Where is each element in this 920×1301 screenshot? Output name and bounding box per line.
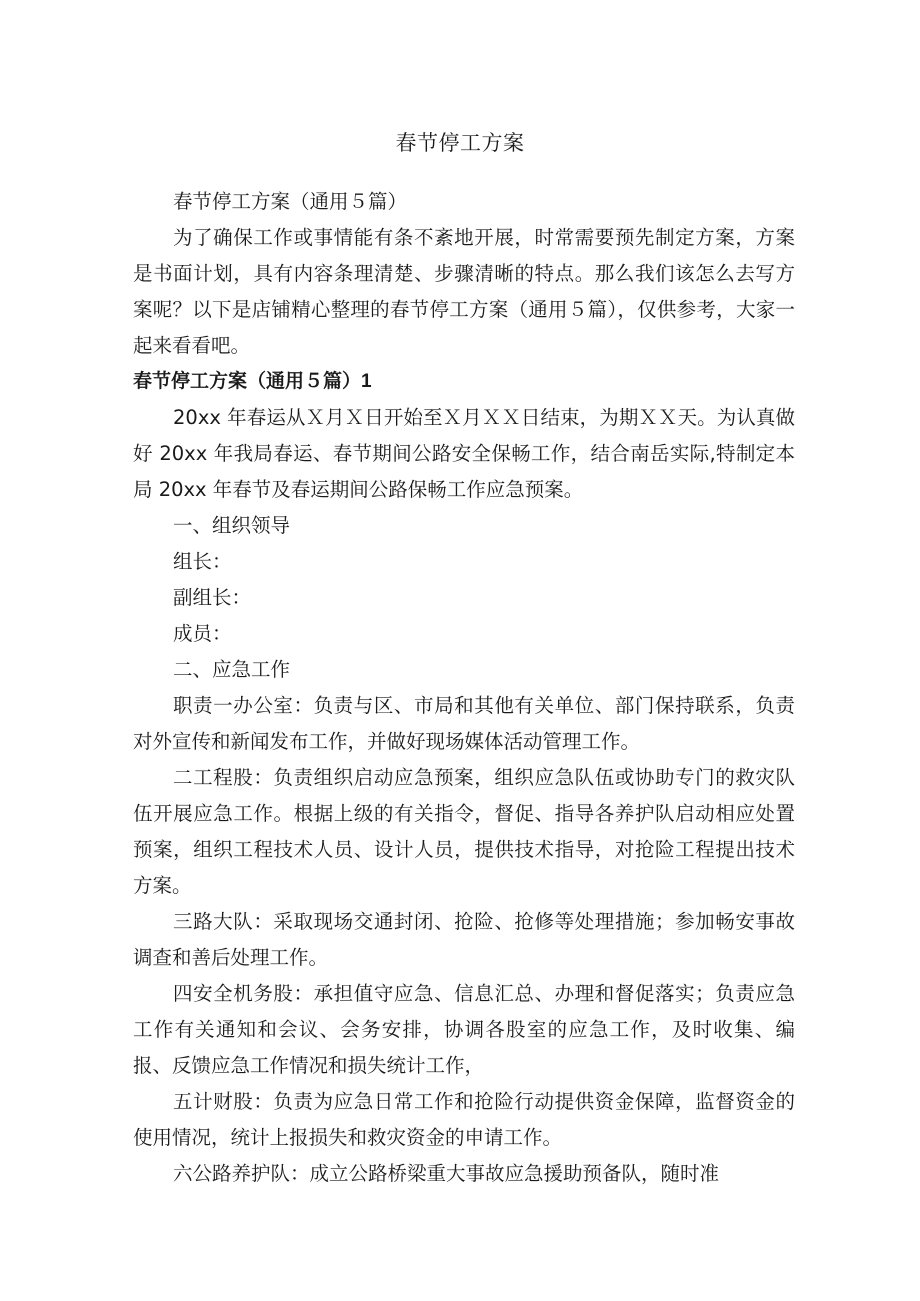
paragraph-members: 成员： (173, 622, 232, 645)
paragraph-duty-maintenance: 六公路养护队：成立公路桥梁重大事故应急援助预备队，随时准 (173, 1162, 720, 1185)
paragraph-org-leadership: 一、组织领导 (173, 514, 291, 537)
paragraph-duty-finance: 五计财股：负责为应急日常工作和抢险行动提供资金保障，监督资金的使用情况，统计上报损失和救灾资金的申请工作。 (133, 1090, 795, 1149)
paragraph-overview: 20xx 年春运从Ｘ月Ｘ日开始至Ｘ月ＸＸ日结束，为期ＸＸ天。为认真做好 20xx 年我局春运、春节期间公路安全保畅工作，结合南岳实际,特制定本局 20xx 年春节及春运期间公路保畅工作应急预案。 (133, 406, 795, 501)
paragraph-duty-road-brigade: 三路大队：采取现场交通封闭、抢险、抢修等处理措施；参加畅安事故调查和善后处理工作。 (133, 910, 795, 969)
paragraph-leader: 组长： (173, 550, 232, 573)
paragraph-duty-engineering: 二工程股：负责组织启动应急预案，组织应急队伍或协助专门的救灾队伍开展应急工作。根据上级的有关指令，督促、指导各养护队启动相应处置预案，组织工程技术人员、设计人员，提供技术指导，对抢险工程提出技术方案。 (133, 766, 795, 897)
section-heading: 春节停工方案（通用５篇）1 (133, 371, 372, 392)
paragraph-deputy-leader: 副组长： (173, 586, 252, 609)
paragraph-duty-safety: 四安全机务股：承担值守应急、信息汇总、办理和督促落实；负责应急工作有关通知和会议、会务安排，协调各股室的应急工作，及时收集、编报、反馈应急工作情况和损失统计工作， (133, 982, 795, 1077)
paragraph-duty-office: 职责一办公室：负责与区、市局和其他有关单位、部门保持联系，负责对外宣传和新闻发布工作，并做好现场媒体活动管理工作。 (133, 694, 795, 753)
document-title: 春节停工方案 (395, 131, 525, 155)
document-body (133, 184, 795, 1192)
paragraph-intro: 为了确保工作或事情能有条不紊地开展，时常需要预先制定方案，方案是书面计划，具有内容条理清楚、步骤清晰的特点。那么我们该怎么去写方案呢？以下是店铺精心整理的春节停工方案（通用５篇），仅供参考，大家一起来看看吧。 (133, 226, 795, 357)
paragraph-subtitle: 春节停工方案（通用５篇） (173, 190, 408, 213)
paragraph-emergency-work: 二、应急工作 (173, 658, 291, 681)
